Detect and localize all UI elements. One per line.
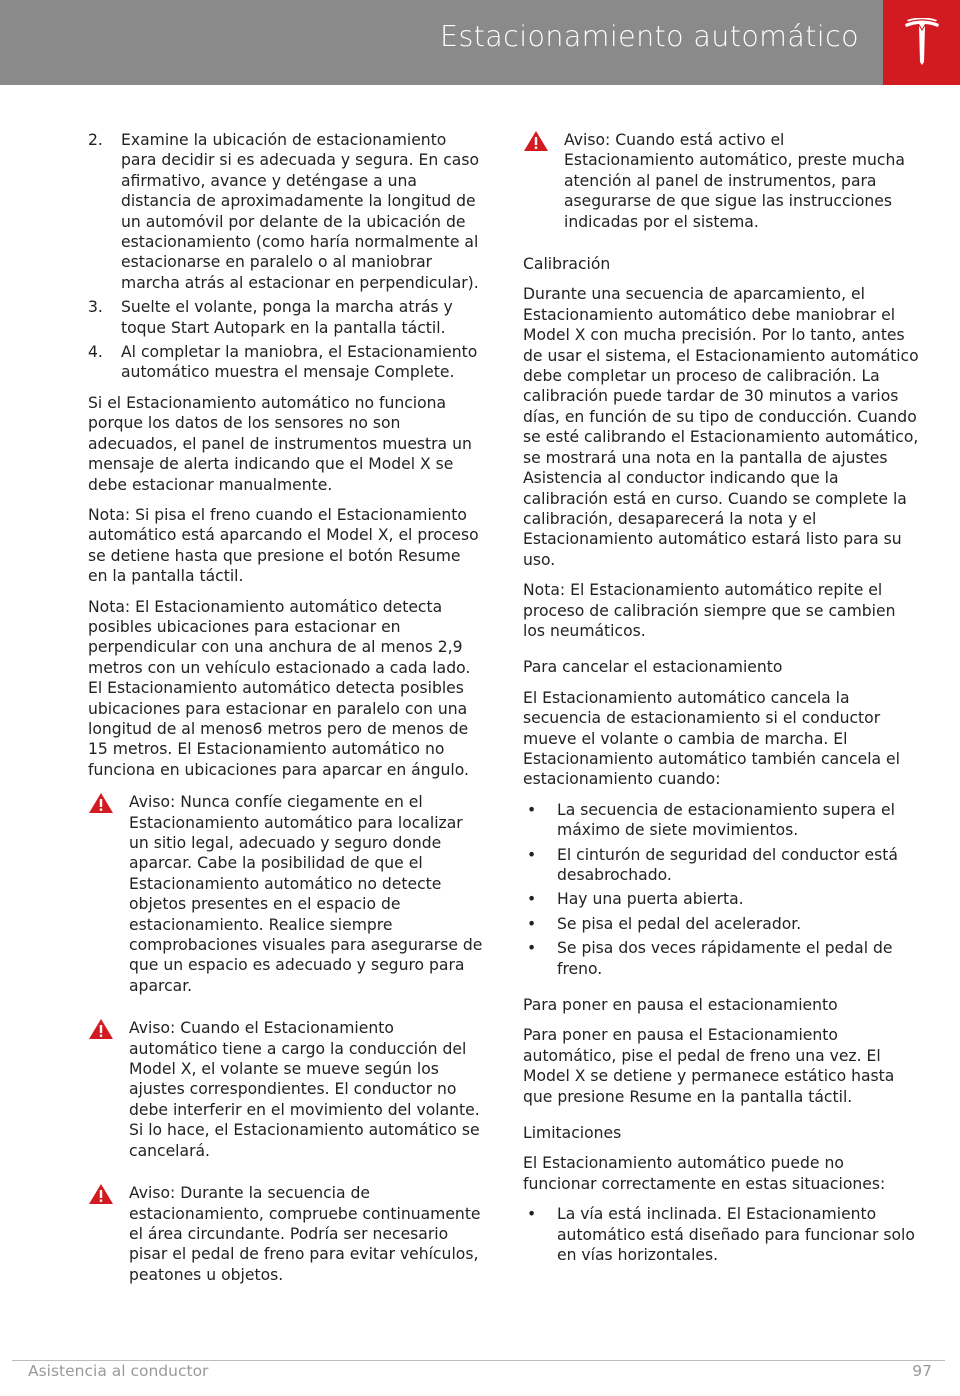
page-title: Estacionamiento automático: [440, 20, 859, 53]
bullet: •: [527, 845, 537, 864]
warning-block: [88, 792, 484, 996]
section-heading-cancel: Para cancelar el estacionamiento: [523, 658, 783, 677]
paragraph: Para poner en pausa el Estacionamiento automático, pise el pedal de freno una vez. El Model X se detiene y permanece estático hasta que presione Resume en la pantalla táctil.: [523, 1026, 895, 1106]
warning-text: Aviso: Cuando el Estacionamiento automático tiene a cargo la conducción del Model X, el volante se mueve según los ajustes correspondientes. El conductor no debe interferir en el movimiento del volante. Si lo hace, el Estacionamiento automático se cancelará.: [129, 1019, 480, 1160]
list-item: [88, 342, 484, 383]
step-text: Examine la ubicación de estacionamiento para decidir si es adecuada y segura. En caso afirmativo, avance y deténgase a una distancia de aproximadamente la longitud de un automóvil por delante de la ubicación de estacionamiento (como haría normalmente al estacionarse en paralelo o al maniobrar marcha atrás al estacionar en perpendicular).: [121, 131, 479, 292]
footer-section-name: Asistencia al conductor: [28, 1362, 209, 1380]
step-text: Suelte el volante, ponga la marcha atrás y toque Start Autopark en la pantalla táctil.: [121, 298, 453, 337]
list-item: [88, 130, 484, 293]
left-column: [88, 130, 484, 1307]
right-column: [523, 130, 919, 1276]
note: Nota: Si pisa el freno cuando el Estacionamiento automático está aparcando el Model X, el proceso se detiene hasta que presione el botón Resume en la pantalla táctil.: [88, 505, 479, 586]
section-heading-calibration: Calibración: [523, 255, 611, 274]
bullet: •: [527, 800, 537, 819]
tesla-logo-icon: [903, 18, 941, 66]
section-heading-limitations: Limitaciones: [523, 1124, 622, 1143]
step-number: 2.: [88, 131, 103, 149]
cancel-list: [523, 800, 919, 979]
list-item: • La vía está inclinada. El Estacionamiento automático está diseñado para funcionar solo en vías horizontales.: [527, 1205, 915, 1265]
list-item: • Se pisa dos veces rápidamente el pedal de freno.: [527, 939, 893, 978]
footer-divider: [12, 1360, 945, 1361]
step-number: 4.: [88, 343, 103, 362]
warning-text: Aviso: Durante la secuencia de estacionamiento, compruebe continuamente el área circundante. Podría ser necesario pisar el pedal de freno para evitar vehículos, peatones u objetos.: [129, 1184, 481, 1284]
list-item: • El cinturón de seguridad del conductor está desabrochado.: [527, 845, 898, 884]
warning-text: Aviso: Nunca confíe ciegamente en el Estacionamiento automático para localizar un sitio legal, adecuado y seguro donde aparcar. Cabe la posibilidad de que el Estacionamiento automático no detecte objetos presentes en el espacio de estacionamiento. Realice siempre comprobaciones visuales para asegurarse de que un espacio es adecuado y seguro para aparcar.: [129, 793, 483, 995]
warning-block: [523, 130, 919, 232]
warning-block: [88, 1183, 484, 1285]
step-number: 3.: [88, 298, 103, 317]
brand-logo: [883, 0, 960, 85]
list-item: • Hay una puerta abierta.: [527, 890, 744, 909]
paragraph: Si el Estacionamiento automático no funciona porque los datos de los sensores no son adecuados, el panel de instrumentos muestra un mensaje de alerta indicando que el Model X se debe estacionar manualmente.: [88, 393, 472, 494]
page-header: [0, 0, 883, 85]
warning-icon: [88, 1018, 114, 1040]
page-number: 97: [912, 1362, 932, 1380]
list-item: [88, 297, 484, 338]
note: Nota: El Estacionamiento automático repite el proceso de calibración siempre que se cambien los neumáticos.: [523, 581, 896, 640]
warning-block: [88, 1018, 484, 1161]
bullet: •: [527, 914, 537, 933]
bullet: •: [527, 1205, 537, 1224]
limitations-list: [523, 1204, 919, 1265]
step-text: Al completar la maniobra, el Estacionamiento automático muestra el mensaje Complete.: [121, 343, 478, 382]
list-item: • La secuencia de estacionamiento supera el máximo de siete movimientos.: [527, 800, 895, 840]
paragraph: El Estacionamiento automático puede no funcionar correctamente en estas situaciones:: [523, 1154, 886, 1193]
list-item: • Se pisa el pedal del acelerador.: [527, 914, 802, 933]
bullet: •: [527, 939, 537, 958]
paragraph: El Estacionamiento automático cancela la secuencia de estacionamiento si el conductor mueve el volante o cambia de marcha. El Estacionamiento automático también cancela el estacionamiento cuando:: [523, 688, 900, 789]
warning-icon: [88, 1183, 114, 1205]
note: Nota: El Estacionamiento automático detecta posibles ubicaciones para estacionar en perpendicular con una anchura de al menos 2,9 metros con un vehículo estacionado a cada lado. El Estacionamiento automático detecta posibles ubicaciones para estacionar en paralelo con una longitud de al menos6 metros pero de menos de 15 metros. El Estacionamiento automático no funciona en ubicaciones para aparcar en ángulo.: [88, 597, 471, 779]
steps-list: [88, 130, 484, 383]
bullet: •: [527, 890, 537, 909]
section-heading-pause: Para poner en pausa el estacionamiento: [523, 996, 838, 1015]
warning-text: Aviso: Cuando está activo el Estacionamiento automático, preste mucha atención al panel de instrumentos, para asegurarse de que sigue las instrucciones indicadas por el sistema.: [564, 131, 905, 231]
warning-icon: [88, 792, 114, 814]
warning-icon: [523, 130, 549, 152]
paragraph: Durante una secuencia de aparcamiento, el Estacionamiento automático debe maniobrar el Model X con mucha precisión. Por lo tanto, antes de usar el sistema, el Estacionamiento automático debe completar un proceso de calibración. La calibración puede tardar de 30 minutos a varios días, en función de su tipo de conducción. Cuando se esté calibrando el Estacionamiento automático, se mostrará una nota en la pantalla de ajustes Asistencia al conductor indicando que la calibración está en curso. Cuando se complete la calibración, desaparecerá la nota y el Estacionamiento automático estará listo para su uso.: [523, 285, 919, 569]
